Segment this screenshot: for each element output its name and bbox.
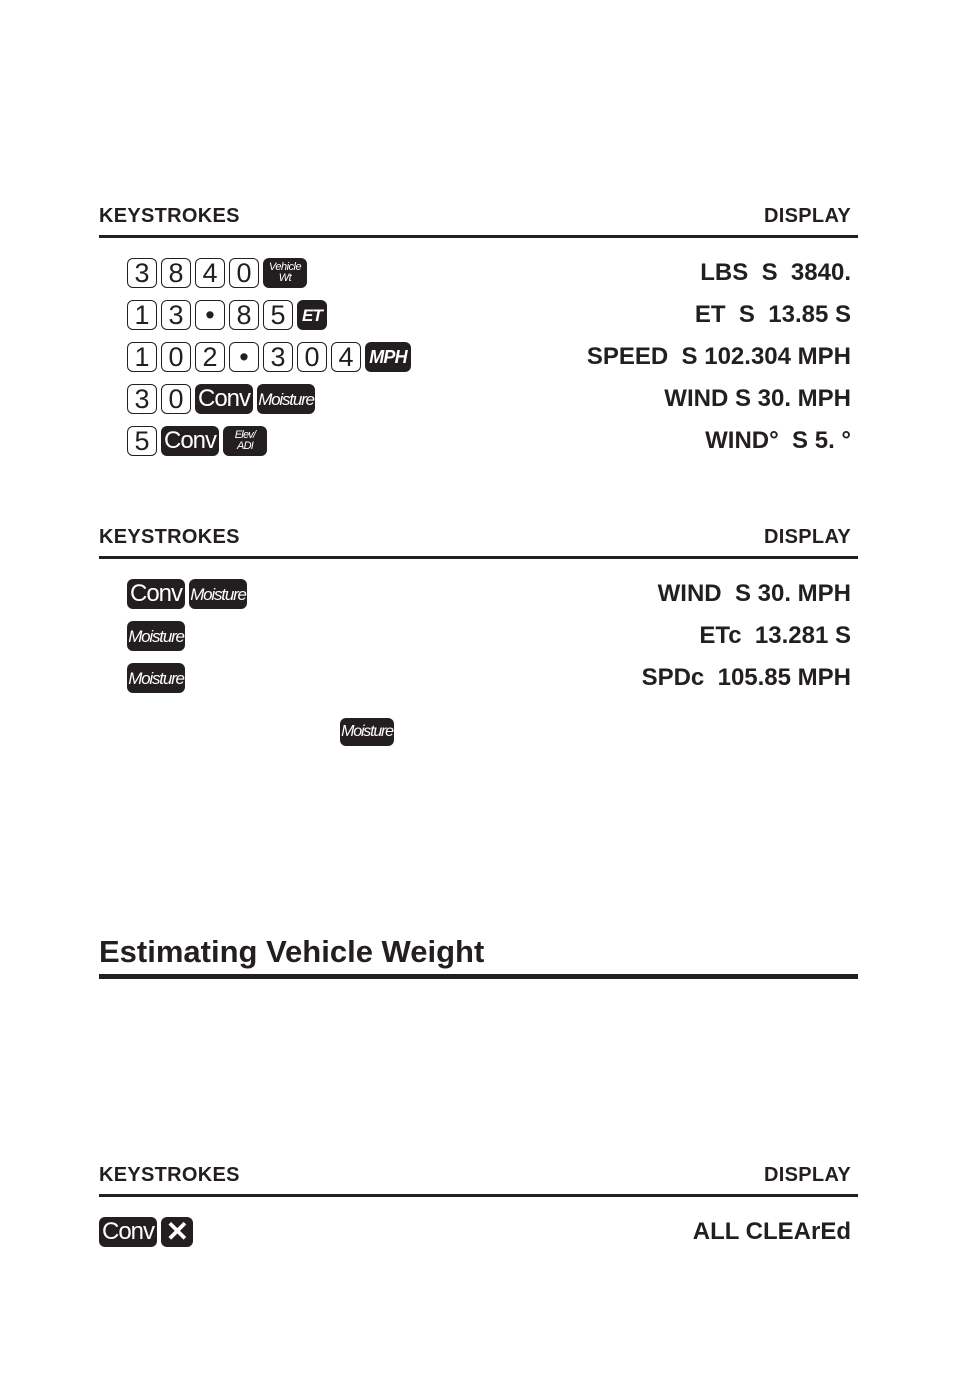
display-value: ETc 13.281 S [699,622,851,649]
table-row [99,294,858,336]
section-heading: Estimating Vehicle Weight [99,934,485,969]
keystroke-table-2 [99,526,858,699]
key-3[interactable]: 3 [263,342,293,372]
moisture-key[interactable]: Moisture [340,718,394,746]
display-value: ET S 13.85 S [694,301,851,328]
display-value: WIND° S 5. ° [705,427,851,454]
display-value: WIND S 30. MPH [664,385,851,412]
key-decimal[interactable]: • [195,300,225,330]
key-1[interactable]: 1 [127,342,157,372]
keystroke-sequence [127,384,315,414]
key-decimal[interactable]: • [229,342,259,372]
display-header: DISPLAY [764,1164,851,1186]
key-4[interactable]: 4 [331,342,361,372]
display-value: SPEED S 102.304 MPH [586,343,851,370]
keystroke-sequence [127,342,411,372]
keystrokes-header: KEYSTROKES [99,526,240,548]
display-value: SPDc 105.85 MPH [641,664,851,691]
keystroke-sequence [127,300,327,330]
key-8[interactable]: 8 [229,300,259,330]
key-1[interactable]: 1 [127,300,157,330]
keystroke-sequence [99,1217,193,1247]
conv-key[interactable]: Conv [161,426,219,456]
key-8[interactable]: 8 [161,258,191,288]
keystroke-table-1 [99,205,858,462]
table-row [99,420,858,462]
table-row [99,1211,858,1253]
conv-key[interactable]: Conv [195,384,253,414]
adi-label: ADI [237,440,253,452]
key-3[interactable]: 3 [161,300,191,330]
keystroke-table-3 [99,1164,858,1253]
keystroke-sequence [127,663,185,693]
table-row [99,378,858,420]
key-2[interactable]: 2 [195,342,225,372]
keystroke-sequence [127,579,247,609]
moisture-key[interactable]: Moisture [127,621,185,651]
keystroke-sequence [127,258,307,288]
table-row [99,657,858,699]
display-value: WIND S 30. MPH [657,580,851,607]
keystroke-sequence [127,426,267,456]
table-header [99,205,858,229]
table-header [99,1164,858,1188]
key-4[interactable]: 4 [195,258,225,288]
moisture-key[interactable]: Moisture [257,384,315,414]
et-key[interactable]: ET [297,300,327,330]
key-3[interactable]: 3 [127,384,157,414]
heading-rule [99,974,858,979]
table-row [99,252,858,294]
display-header: DISPLAY [764,205,851,227]
key-0[interactable]: 0 [297,342,327,372]
vehicle-wt-key[interactable] [263,258,307,288]
key-0[interactable]: 0 [161,342,191,372]
display-value: ALL CLEArEd [692,1218,851,1245]
moisture-key[interactable]: Moisture [189,579,247,609]
display-value: LBS S 3840. [700,259,851,286]
vehicle-label: Vehicle [268,261,302,273]
key-5[interactable]: 5 [127,426,157,456]
moisture-key[interactable]: Moisture [127,663,185,693]
table-row [99,336,858,378]
clear-x-key[interactable]: ✕ [161,1217,193,1247]
key-3[interactable]: 3 [127,258,157,288]
key-5[interactable]: 5 [263,300,293,330]
mph-key[interactable]: MPH [365,342,411,372]
key-0[interactable]: 0 [161,384,191,414]
keystroke-sequence [127,621,185,651]
table-row [99,615,858,657]
conv-key[interactable]: Conv [127,579,185,609]
key-0[interactable]: 0 [229,258,259,288]
keystrokes-header: KEYSTROKES [99,1164,240,1186]
elev-adi-key[interactable] [223,426,267,456]
inline-moisture-key [340,718,394,746]
keystrokes-header: KEYSTROKES [99,205,240,227]
display-header: DISPLAY [764,526,851,548]
wt-label: Wt [278,272,292,284]
table-header [99,526,858,550]
table-row [99,573,858,615]
elev-label: Elev/ [234,429,256,441]
conv-key[interactable]: Conv [99,1217,157,1247]
